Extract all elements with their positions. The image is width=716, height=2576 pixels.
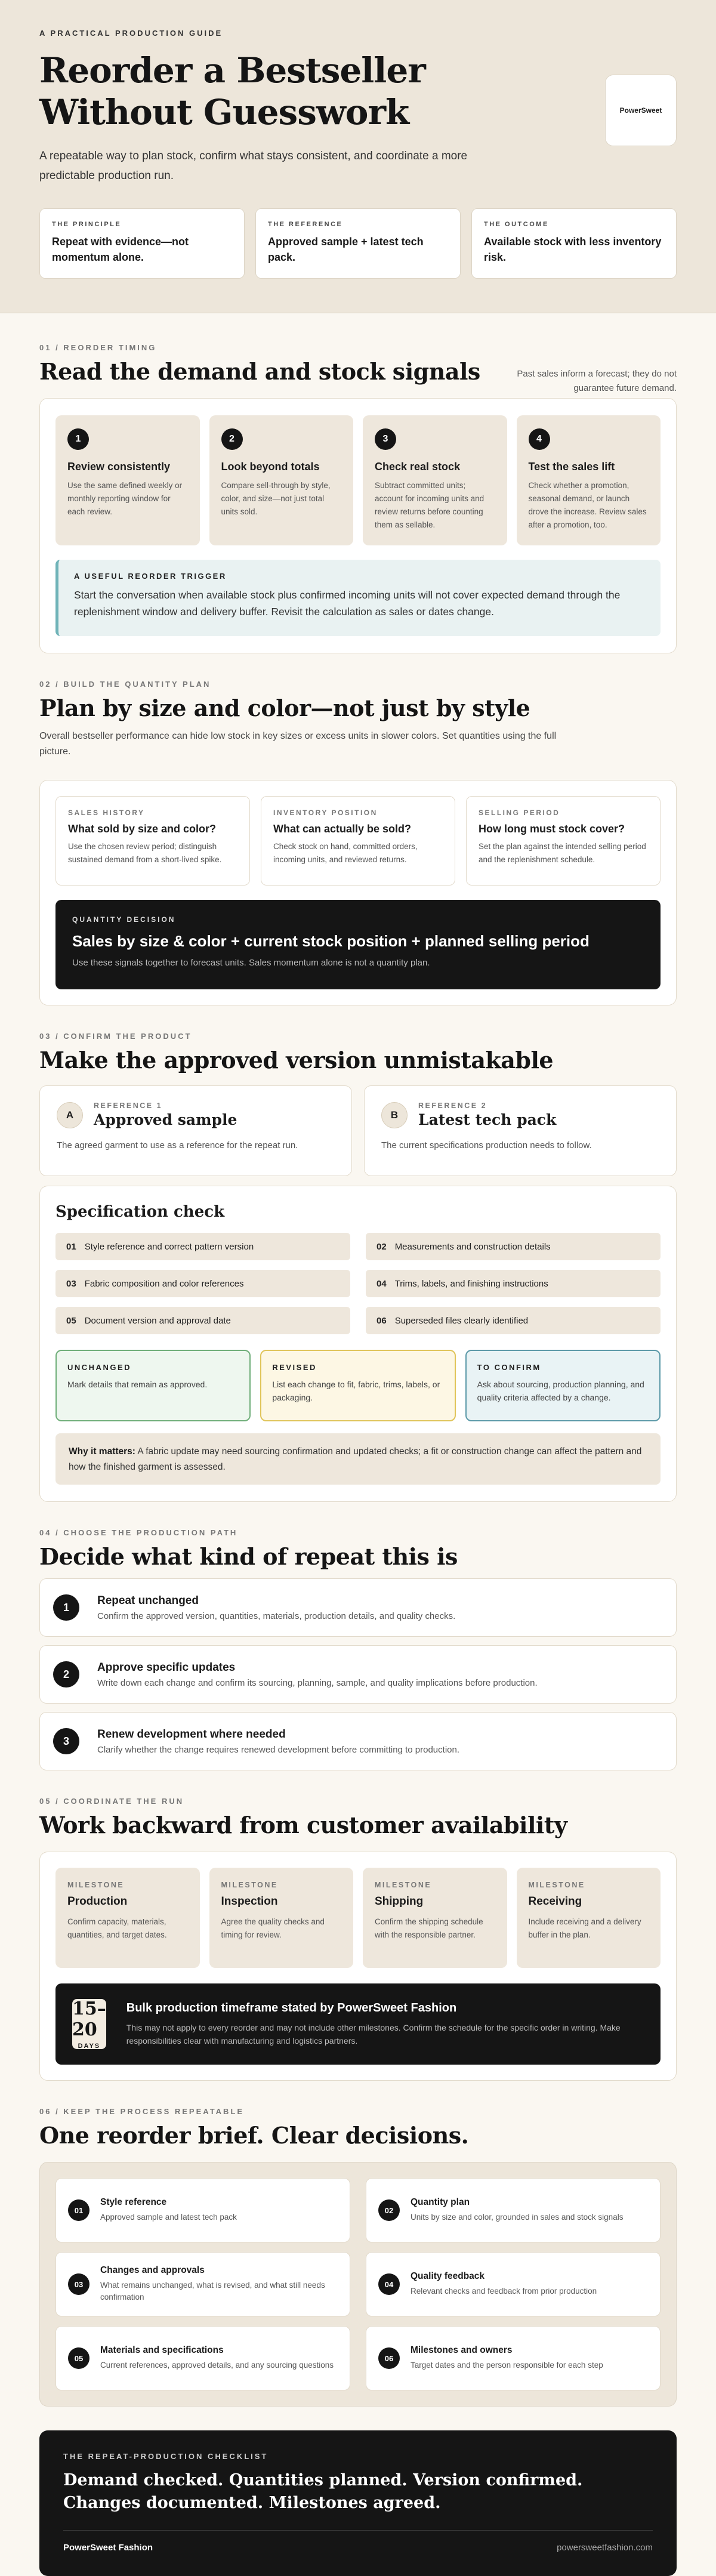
- timeframe-unit: DAYS: [78, 2043, 101, 2050]
- hero-card-label: THE OUTCOME: [484, 221, 549, 228]
- timeframe-banner: [55, 1983, 661, 2065]
- spec-text: Superseded files clearly identified: [394, 1315, 529, 1326]
- decision-text: Use these signals together to forecast units. Sales momentum alone is not a quantity plan.: [72, 958, 430, 968]
- reference-title: Latest tech pack: [418, 1111, 557, 1128]
- spec-number: 05: [66, 1315, 76, 1326]
- timeframe-badge: [72, 1999, 106, 2049]
- path-item: [39, 1712, 677, 1770]
- reference-text: The current specifications production needs to follow.: [381, 1140, 592, 1150]
- footer-url-link[interactable]: powersweetfashion.com: [557, 2543, 653, 2553]
- step-number: 4: [529, 428, 550, 450]
- path-title: Repeat unchanged: [97, 1594, 199, 1607]
- reference-label: REFERENCE 1: [94, 1102, 163, 1110]
- brief-item: [366, 2326, 661, 2390]
- hero: [0, 0, 716, 313]
- hero-card-label: THE REFERENCE: [268, 221, 343, 228]
- decision-label: QUANTITY DECISION: [72, 915, 176, 924]
- milestone-card: [517, 1868, 661, 1968]
- spec-item: [55, 1270, 350, 1297]
- brief-number: 06: [378, 2347, 400, 2369]
- step-card: [517, 415, 661, 545]
- milestone-label: MILESTONE: [67, 1881, 125, 1889]
- reorder-trigger-callout: [55, 560, 661, 636]
- status-card-to-confirm: [465, 1350, 661, 1421]
- spec-number: 03: [66, 1278, 76, 1289]
- section-desc: Overall bestseller performance can hide low stock in key sizes or excess units in slower colors. Set quantities using the full picture.: [39, 731, 557, 757]
- hero-card-principle: [39, 208, 245, 279]
- spec-item: [55, 1233, 350, 1260]
- info-card-title: How long must stock cover?: [479, 823, 625, 835]
- status-label: REVISED: [272, 1363, 317, 1372]
- brief-text: Units by size and color, grounded in sales and stock signals: [411, 2213, 624, 2222]
- milestone-card: [209, 1868, 354, 1968]
- status-text: List each change to fit, fabric, trims, labels, or packaging.: [272, 1380, 440, 1402]
- step-title: Test the sales lift: [528, 461, 615, 473]
- brief-item: [55, 2252, 350, 2316]
- brief-number: 04: [378, 2273, 400, 2295]
- section-title: Plan by size and color—not just by style: [39, 695, 530, 721]
- step-card: [363, 415, 507, 545]
- hero-card-value: Available stock with less inventory risk.: [484, 236, 662, 263]
- brief-title: Style reference: [100, 2197, 167, 2207]
- step-number: 2: [221, 428, 243, 450]
- brief-number: 02: [378, 2199, 400, 2221]
- footer-bar: [63, 2530, 653, 2553]
- milestone-title: Production: [67, 1895, 128, 1908]
- milestone-card: [55, 1868, 200, 1968]
- spec-text: Trims, labels, and finishing instructions: [394, 1278, 548, 1289]
- brief-title: Quantity plan: [411, 2197, 470, 2207]
- why-it-matters: [55, 1433, 661, 1485]
- repeat-checklist-footer: [39, 2430, 677, 2576]
- section-title: Make the approved version unmistakable: [39, 1047, 554, 1073]
- brief-title: Materials and specifications: [100, 2345, 224, 2355]
- section-coordinate-run: [0, 1797, 716, 2081]
- milestone-text: Include receiving and a delivery buffer in the plan.: [528, 1917, 641, 1939]
- hero-card-label: THE PRINCIPLE: [52, 221, 122, 228]
- brand-logo-text: PowerSweet: [619, 106, 662, 115]
- brief-item: [366, 2252, 661, 2316]
- path-number: 3: [53, 1728, 79, 1754]
- why-label: Why it matters:: [69, 1446, 135, 1457]
- section-eyebrow: 05 / COORDINATE THE RUN: [39, 1797, 184, 1806]
- hero-cards: [39, 208, 677, 279]
- milestone-label: MILESTONE: [528, 1881, 585, 1889]
- section-eyebrow: 06 / KEEP THE PROCESS REPEATABLE: [39, 2107, 245, 2116]
- info-card-selling-period: [466, 796, 661, 886]
- step-number: 3: [375, 428, 396, 450]
- section-repeatable: [0, 2107, 716, 2576]
- info-card-title: What can actually be sold?: [273, 823, 412, 835]
- section-reorder-timing: [0, 343, 716, 653]
- spec-title: Specification check: [55, 1203, 225, 1221]
- footer-brand: PowerSweet Fashion: [63, 2543, 153, 2553]
- status-card-revised: [260, 1350, 455, 1421]
- reference-head: [381, 1102, 659, 1128]
- spec-number: 01: [66, 1241, 76, 1252]
- brief-item: [366, 2178, 661, 2242]
- spec-text: Fabric composition and color references: [84, 1278, 244, 1289]
- checklist-title: Demand checked. Quantities planned. Version confirmed. Changes documented. Milestones agreed.: [63, 2471, 583, 2512]
- info-card-inventory: [261, 796, 455, 886]
- callout-text: Start the conversation when available stock plus confirmed incoming units will not cover expected demand through the replenishment window and delivery buffer. Revisit the calculation as sales or dates change.: [74, 589, 621, 618]
- brief-number: 05: [68, 2347, 90, 2369]
- info-card-label: INVENTORY POSITION: [273, 809, 378, 817]
- step-card: [209, 415, 354, 545]
- reference-head: [57, 1102, 335, 1128]
- brief-text: Relevant checks and feedback from prior production: [411, 2287, 597, 2296]
- section-eyebrow: 03 / CONFIRM THE PRODUCT: [39, 1032, 192, 1041]
- section-quantity-plan: [0, 680, 716, 1005]
- reference-card-techpack: [364, 1085, 677, 1176]
- milestone-title: Shipping: [375, 1895, 424, 1908]
- info-card-label: SALES HISTORY: [68, 809, 145, 817]
- hero-card-outcome: [471, 208, 677, 279]
- timeframe-text: This may not apply to every reorder and may not include other milestones. Confirm the schedule for the specific order in writing. Make responsibilities clear with manufacturing and logistics partners.: [126, 2022, 621, 2046]
- milestone-cards: [55, 1868, 661, 1968]
- brief-number: 01: [68, 2199, 90, 2221]
- brand-logo: [605, 75, 677, 146]
- brief-title: Quality feedback: [411, 2271, 485, 2281]
- section-eyebrow: 04 / CHOOSE THE PRODUCTION PATH: [39, 1528, 238, 1537]
- info-card-text: Set the plan against the intended selling period and the replenishment schedule.: [479, 842, 646, 864]
- brief-text: Approved sample and latest tech pack: [100, 2213, 237, 2222]
- spec-number: 02: [376, 1241, 387, 1252]
- milestone-text: Agree the quality checks and timing for review.: [221, 1917, 325, 1939]
- step-title: Review consistently: [67, 461, 171, 473]
- brief-text: Target dates and the person responsible for each step: [411, 2361, 603, 2370]
- section-title: Work backward from customer availability: [39, 1812, 567, 1838]
- section-aside: Past sales inform a forecast; they do not guarantee future demand.: [517, 369, 677, 393]
- spec-item: [366, 1233, 661, 1260]
- step-card: [55, 415, 200, 545]
- hero-intro: A repeatable way to plan stock, confirm what stays consistent, and coordinate a more predictable production run.: [39, 150, 468, 182]
- hero-card-value: Approved sample + latest tech pack.: [268, 236, 424, 263]
- timing-steps: [55, 415, 661, 545]
- section-eyebrow: 01 / REORDER TIMING: [39, 343, 157, 352]
- info-card-label: SELLING PERIOD: [479, 809, 560, 817]
- timeframe-title: Bulk production timeframe stated by PowerSweet Fashion: [126, 2001, 457, 2014]
- hero-eyebrow: A PRACTICAL PRODUCTION GUIDE: [39, 29, 223, 38]
- milestone-label: MILESTONE: [221, 1881, 278, 1889]
- brief-item: [55, 2178, 350, 2242]
- checklist-label: THE REPEAT-PRODUCTION CHECKLIST: [63, 2452, 268, 2461]
- step-title: Check real stock: [375, 461, 461, 473]
- section-title: Decide what kind of repeat this is: [39, 1543, 458, 1570]
- spec-item: [366, 1307, 661, 1334]
- spec-number: 06: [376, 1315, 387, 1326]
- spec-text: Measurements and construction details: [394, 1241, 551, 1252]
- section-title: One reorder brief. Clear decisions.: [39, 2122, 469, 2149]
- reorder-brief: [39, 2162, 677, 2407]
- path-text: Clarify whether the change requires renewed development before committing to production.: [97, 1744, 460, 1755]
- hero-card-value: Repeat with evidence—not momentum alone.: [52, 236, 189, 263]
- milestone-title: Receiving: [528, 1895, 582, 1908]
- section-eyebrow: 02 / BUILD THE QUANTITY PLAN: [39, 680, 211, 689]
- info-card-sales-history: [55, 796, 250, 886]
- reference-text: The agreed garment to use as a reference for the repeat run.: [57, 1140, 298, 1150]
- path-text: Confirm the approved version, quantities, materials, production details, and quality checks.: [97, 1611, 456, 1621]
- timeframe-value: 15–20: [72, 1998, 106, 2040]
- brief-list: [55, 2178, 661, 2390]
- brief-item: [55, 2326, 350, 2390]
- quantity-panel: [39, 780, 677, 1005]
- reference-title: Approved sample: [94, 1111, 237, 1128]
- reference-card-sample: [39, 1085, 352, 1176]
- step-text: Use the same defined weekly or monthly reporting window for each review.: [67, 481, 183, 516]
- milestone-panel: [39, 1852, 677, 2081]
- section-production-path: [0, 1528, 716, 1770]
- path-text: Write down each change and confirm its sourcing, planning, sample, and quality implications before production.: [97, 1677, 538, 1688]
- brief-title: Milestones and owners: [411, 2345, 513, 2355]
- spec-item: [55, 1307, 350, 1334]
- section-title: Read the demand and stock signals: [39, 358, 480, 385]
- brief-number: 03: [68, 2273, 90, 2295]
- timing-panel: [39, 398, 677, 653]
- info-card-title: What sold by size and color?: [68, 823, 217, 835]
- path-title: Renew development where needed: [97, 1727, 286, 1741]
- path-list: [39, 1578, 677, 1770]
- path-number: 1: [53, 1594, 79, 1621]
- status-card-unchanged: [55, 1350, 251, 1421]
- path-number: 2: [53, 1661, 79, 1687]
- status-cards: [55, 1350, 661, 1421]
- status-text: Ask about sourcing, production planning, and quality criteria affected by a change.: [477, 1380, 644, 1402]
- reference-label: REFERENCE 2: [418, 1102, 487, 1110]
- info-card-text: Use the chosen review period; distinguish sustained demand from a short-lived spike.: [68, 842, 222, 864]
- spec-text: Document version and approval date: [84, 1315, 231, 1326]
- quantity-decision: [55, 900, 661, 989]
- section-confirm-product: [0, 1032, 716, 1502]
- milestone-text: Confirm the shipping schedule with the responsible partner.: [375, 1917, 483, 1939]
- step-title: Look beyond totals: [221, 461, 320, 473]
- status-label: TO CONFIRM: [477, 1363, 541, 1372]
- hero-card-reference: [255, 208, 461, 279]
- brief-title: Changes and approvals: [100, 2265, 205, 2275]
- spec-item: [366, 1270, 661, 1297]
- milestone-label: MILESTONE: [375, 1881, 432, 1889]
- step-number: 1: [67, 428, 89, 450]
- brief-text: Current references, approved details, and any sourcing questions: [100, 2361, 334, 2370]
- milestone-text: Confirm capacity, materials, quantities, and target dates.: [67, 1917, 167, 1939]
- spec-number: 04: [376, 1278, 387, 1289]
- path-title: Approve specific updates: [97, 1661, 236, 1674]
- reference-letter: A: [57, 1102, 83, 1128]
- milestone-card: [363, 1868, 507, 1968]
- step-text: Check whether a promotion, seasonal demand, or launch drove the increase. Review sales after a promotion, too.: [528, 481, 647, 529]
- spec-list: [55, 1233, 661, 1334]
- spec-text: Style reference and correct pattern version: [84, 1241, 254, 1252]
- brief-text: What remains unchanged, what is revised, and what still needs confirmation: [100, 2281, 325, 2302]
- milestone-title: Inspection: [221, 1895, 278, 1908]
- decision-title: Sales by size & color + current stock position + planned selling period: [72, 932, 590, 950]
- status-text: Mark details that remain as approved.: [67, 1380, 208, 1389]
- status-label: UNCHANGED: [67, 1363, 131, 1372]
- why-text: A fabric update may need sourcing confirmation and updated checks; a fit or construction change can affect the pattern and how the finished garment is assessed.: [69, 1446, 642, 1472]
- spec-check-panel: [39, 1186, 677, 1502]
- reference-cards: [39, 1085, 677, 1176]
- path-item: [39, 1578, 677, 1637]
- path-item: [39, 1645, 677, 1704]
- callout-label: A USEFUL REORDER TRIGGER: [74, 572, 227, 581]
- info-card-text: Check stock on hand, committed orders, incoming units, and reviewed returns.: [273, 842, 418, 864]
- step-text: Compare sell-through by style, color, and size—not just total units sold.: [221, 481, 331, 516]
- reference-letter: B: [381, 1102, 408, 1128]
- page-title: Reorder a Bestseller Without Guesswork: [39, 50, 425, 132]
- quantity-cards: [55, 796, 661, 886]
- step-text: Subtract committed units; account for incoming units and review returns before counting them as sellable.: [375, 481, 484, 529]
